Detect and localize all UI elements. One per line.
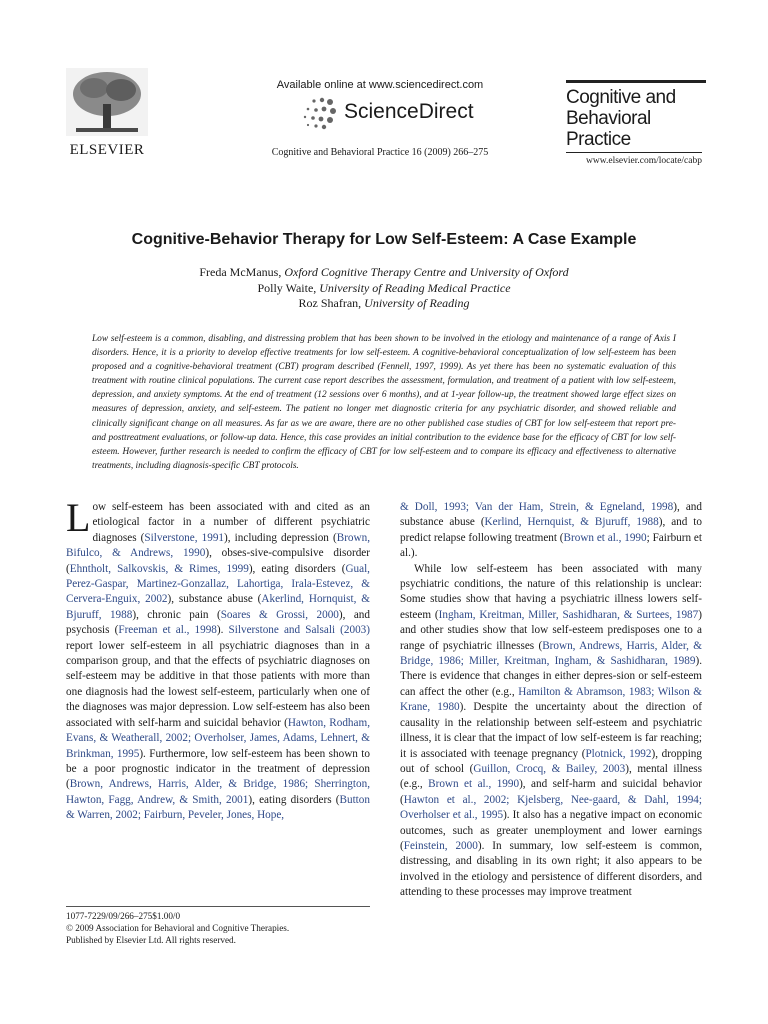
- body-text: ), and to predict relapse following treatment (: [400, 516, 702, 544]
- body-column-right: [400, 500, 702, 901]
- available-online-text[interactable]: Available online at www.sciencedirect.com: [276, 79, 484, 91]
- author-affiliation: Oxford Cognitive Therapy Centre and University of Oxford: [284, 265, 569, 279]
- sciencedirect-wordmark[interactable]: ScienceDirect: [344, 100, 474, 123]
- author-name: Freda McManus,: [199, 265, 282, 279]
- body-text: report lower self-esteem in all psychiatric diagnoses than in a comparison group, and that the effects of psychiatric diagnoses on self-esteem may be additive in that those patients with more than one diagnosis had the lowest self-esteem, particularly when one of the diagnoses was major depression. Low self-esteem has also been associated with self-harm and suicidal behavior (: [66, 639, 370, 729]
- sciencedirect-dots-icon: [286, 96, 338, 130]
- citation-link[interactable]: Gual, Perez-Gaspar, Martinez-Gonzallaz, Lahortiga, Irala-Estevez, & Cervera-Enguix, 2002: [66, 562, 370, 606]
- citation-link[interactable]: Plotnick, 1992: [585, 747, 652, 760]
- drop-cap: L: [66, 495, 91, 540]
- journal-name: [566, 80, 706, 150]
- author-line: [60, 296, 708, 312]
- body-text: ). There is evidence that changes in either depres-sion or self-esteem can affect the other (e.g.,: [400, 655, 702, 698]
- body-text: ), eating disorders (: [248, 793, 340, 806]
- citation-link[interactable]: Soares & Grossi, 2000: [220, 608, 339, 621]
- abstract: Low self-esteem is a common, disabling, and distressing problem that has been shown to be involved in the etiology and maintenance of a range of Axis I disorders. Hence, it is a priority to develop effective treatments for low self-esteem. A cognitive-behavioral conceptualization of low self-esteem has been proposed and a cognitive-behavioral treatment (CBT) program described (Fennell, 1997, 1999). As yet there has been no systematic evaluation of this treatment with routine clinical populations. The current case report describes the assessment, formulation, and treatment of a patient with low self-esteem, depression, and anxiety symptoms. At the end of treatment (12 sessions over 6 months), and at 1-year follow-up, the treatment showed large effect sizes on measures of depression, anxiety, and self-esteem. The patient no longer met diagnostic criteria for any psychiatric disorder, and showed reliable and clinically significant change on all measures. As far as we are aware, there are no other published case studies of CBT for low self-esteem that report pre- and posttreatment evaluations, or follow-up data. Hence, this case provides an initial contribution to the evidence base for the efficacy of CBT for low self-esteem. However, further research is needed to confirm the efficacy of CBT for low self-esteem and to compare its efficacy and effectiveness to alternative treatments, including diagnosis-specific CBT protocols.: [92, 334, 676, 471]
- footnote-line: 1077-7229/09/266–275$1.00/0: [66, 911, 181, 921]
- citation-link[interactable]: Freeman et al., 1998: [118, 624, 217, 637]
- citation-link[interactable]: & Doll, 1993; Van der Ham, Strein, & Egneland, 1998: [400, 501, 674, 513]
- journal-url-link[interactable]: www.elsevier.com/locate/cabp: [586, 156, 702, 166]
- citation-link[interactable]: Button & Warren, 2002; Fairburn, Peveler, Jones, Hope,: [66, 793, 370, 822]
- citation-link[interactable]: Ehntholt, Salkovskis, & Rimes, 1999: [69, 562, 249, 575]
- citation-link[interactable]: Hamilton & Abramson, 1983; Wilson & Krane, 1980: [400, 685, 702, 714]
- author-line: [60, 265, 708, 281]
- citation-link[interactable]: Silverstone and Salsali (2003): [228, 624, 370, 637]
- body-text: ), substance abuse (: [167, 593, 262, 606]
- citation-link[interactable]: Brown, Andrews, Harris, Alder, & Bridge, 1986; Sherrington, Hawton, Fagg, Andrew, & Smith, 2001: [66, 778, 370, 806]
- citation-link[interactable]: Brown, Bifulco, & Andrews, 1990: [66, 531, 370, 560]
- body-paragraph: [66, 495, 370, 824]
- author-name: Roz Shafran,: [298, 296, 362, 310]
- body-text: ).: [216, 624, 229, 637]
- body-text: ). In summary, low self-esteem is common, distressing, and disabling in its own right; it also appears to be involved in the etiology and persistence of different disorders, and attending to these processes may improve treatment: [400, 839, 702, 899]
- body-paragraph: [400, 500, 702, 562]
- body-text: ), mental illness (e.g.,: [400, 762, 702, 791]
- footnote-line: © 2009 Association for Behavioral and Cognitive Therapies.: [66, 923, 290, 934]
- body-text: ), chronic pain (: [132, 608, 221, 621]
- journal-citation: Cognitive and Behavioral Practice 16 (2009) 266–275: [271, 147, 489, 158]
- citation-link[interactable]: Ingham, Kreitman, Miller, Sashidharan, & Surtees, 1987: [438, 608, 699, 621]
- journal-name-line: Cognitive and: [566, 87, 676, 108]
- body-text: ). Furthermore, low self-esteem has been shown to be a poor prognostic indicator in the treatment of depression (: [66, 747, 370, 791]
- citation-link[interactable]: Kerlind, Hernquist, & Bjuruff, 1988: [484, 516, 659, 529]
- body-text: While low self-esteem has been associated with many psychiatric conditions, the nature of this relationship is unclear: Some studies show that having a psychiatric illness lowers self-esteem (: [400, 562, 702, 621]
- journal-name-line: Practice: [566, 129, 631, 150]
- author-name: Polly Waite,: [257, 280, 317, 295]
- article-title: Cognitive-Behavior Therapy for Low Self-Esteem: A Case Example: [131, 231, 637, 248]
- body-text: ), dropping out of school (: [400, 747, 702, 775]
- citation-link[interactable]: Hawton, Rodham, Evans, & Weatherall, 2002; Overholser, James, Adams, Lehnert, & Brinkman, 1995: [66, 716, 370, 760]
- citation-link[interactable]: Brown, Andrews, Harris, Alder, & Bridge, 1986; Miller, Kreitman, Ingham, & Sashidharan, 1989: [400, 639, 702, 668]
- elsevier-tree-logo: [66, 68, 148, 136]
- body-text: ), eating disorders (: [248, 562, 346, 575]
- author-affiliation: University of Reading Medical Practice: [319, 280, 511, 295]
- body-text: ), including depression (: [224, 531, 337, 544]
- citation-link[interactable]: Brown et al., 1990: [428, 778, 520, 791]
- body-text: ). Despite the uncertainty about the direction of causality in the relationship between self-esteem and psychiatric illness, it is clear that the impact of low self-esteem is far reaching; it is associated with teenage pregnancy (: [400, 701, 702, 760]
- body-text: ). It also has a negative impact on economic outcomes, such as greater unemployment and lower earnings (: [400, 809, 702, 852]
- body-text: ow self-esteem has been associated with and cited as an etiological factor in a number of different psychiatric diagnoses (: [92, 501, 370, 544]
- citation-link[interactable]: Silverstone, 1991: [144, 531, 225, 544]
- journal-divider: [566, 152, 702, 153]
- body-text: ) and other studies show that low self-esteem predisposes one to a range of psychiatric illnesses (: [400, 608, 702, 652]
- citation-link[interactable]: Feinstein, 2000: [403, 839, 478, 852]
- author-affiliation: University of Reading: [364, 296, 470, 310]
- body-text: ), and substance abuse (: [400, 501, 702, 529]
- citation-link[interactable]: Brown et al., 1990: [563, 531, 647, 544]
- citation-link[interactable]: Guillon, Crocq, & Bailey, 2003: [473, 762, 626, 775]
- body-text: ; Fairburn et al.).: [400, 531, 702, 560]
- body-text: ), obses-sive-compulsive disorder (: [66, 547, 370, 575]
- body-column-left: [66, 495, 370, 824]
- footnote-line: Published by Elsevier Ltd. All rights reserved.: [66, 935, 236, 946]
- copyright-footnote: [66, 906, 370, 947]
- author-list: [60, 265, 708, 312]
- journal-name-line: Behavioral: [566, 108, 651, 129]
- body-paragraph: [400, 562, 702, 901]
- author-line: [60, 281, 708, 297]
- citation-link[interactable]: Akerlind, Hornquist, & Bjuruff, 1988: [66, 593, 370, 621]
- publisher-name: ELSEVIER: [69, 142, 145, 158]
- body-text: ), and psychosis (: [66, 608, 370, 637]
- citation-link[interactable]: Hawton et al., 2002; Kjelsberg, Nee-gaard, & Dahl, 1994; Overholser et al., 1995: [400, 793, 702, 822]
- body-text: ), and self-harm and suicidal behavior (: [400, 778, 702, 806]
